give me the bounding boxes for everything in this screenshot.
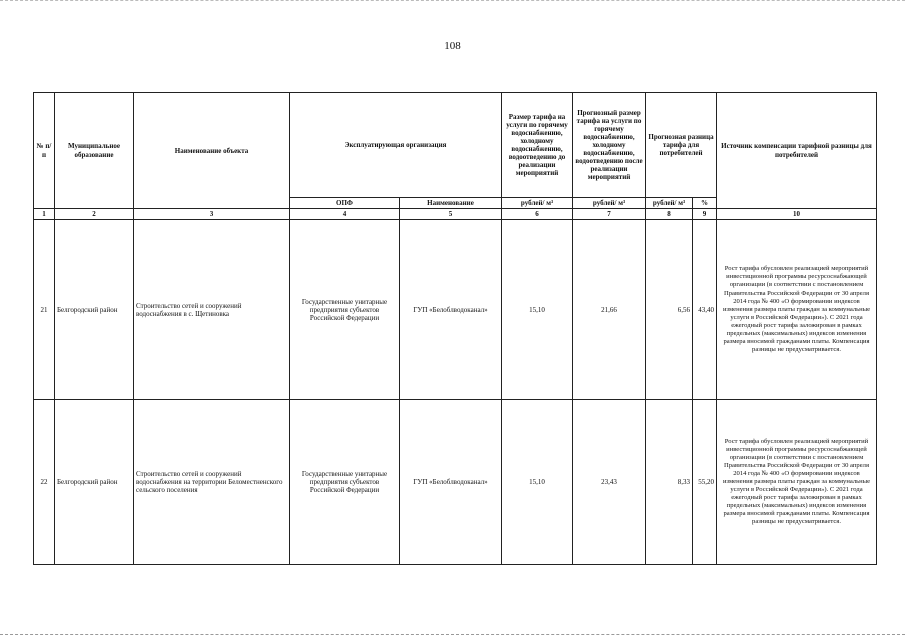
tariff-table — [33, 92, 877, 565]
row-tariff-before: 15,10 — [502, 220, 573, 400]
header-opf: ОПФ — [290, 198, 400, 209]
table-row — [34, 400, 877, 565]
column-number: 9 — [693, 209, 717, 220]
row-tariff-before: 15,10 — [502, 400, 573, 565]
row-diff-rub: 6,56 — [646, 220, 693, 400]
column-number: 1 — [34, 209, 55, 220]
row-compensation-source: Рост тарифа обусловлен реализацией мероприятий инвестиционной программы ресурсоснабжающей организации (в соответствии с постановлением Правительства Российской Федерации от 30 апреля 2014 года № 400 «О формировании индексов изменения размера платы граждан за коммунальные услуги в Российской Федерации»). С 2021 года ежегодный рост тарифа заложирован в рамках предельных (максимальных) индексов изменения размера вносимой гражданами платы. Компенсация разницы не предусматривается. — [717, 400, 877, 565]
scan-edge-top — [0, 0, 905, 3]
header-unit-after: рублей/ м³ — [573, 198, 646, 209]
header-unit-before: рублей/ м³ — [502, 198, 573, 209]
column-number: 8 — [646, 209, 693, 220]
header-operator: Эксплуатирующая организация — [290, 93, 502, 198]
column-number: 7 — [573, 209, 646, 220]
row-tariff-after: 21,66 — [573, 220, 646, 400]
row-num: 21 — [34, 220, 55, 400]
header-compensation-source: Источник компенсации тарифной разницы для потребителей — [717, 93, 877, 209]
header-unit-diff: рублей/ м³ — [646, 198, 693, 209]
row-municipality: Белгородский район — [55, 400, 134, 565]
row-num: 22 — [34, 400, 55, 565]
header-percent: % — [693, 198, 717, 209]
header-name: Наименование — [400, 198, 502, 209]
header-forecast-tariff: Прогнозный размер тарифа на услуги по горячему водоснабжению, холодному водоснабжению, водоотведению после реализации мероприятий — [573, 93, 646, 198]
row-tariff-after: 23,43 — [573, 400, 646, 565]
row-diff-pct: 55,20 — [693, 400, 717, 565]
page-number: 108 — [444, 40, 461, 52]
row-opf: Государственные унитарные предприятия субъектов Российской Федерации — [290, 220, 400, 400]
header-forecast-diff: Прогнозная разница тарифа для потребителей — [646, 93, 717, 198]
scan-edge-bottom — [0, 634, 905, 637]
header-object-name: Наименование объекта — [134, 93, 290, 209]
column-number: 5 — [400, 209, 502, 220]
table-row — [34, 220, 877, 400]
column-number: 10 — [717, 209, 877, 220]
row-object-name: Строительство сетей и сооружений водоснабжения на территории Беломестненского сельского поселения — [134, 400, 290, 565]
row-municipality: Белгородский район — [55, 220, 134, 400]
header-tariff-size: Размер тарифа на услуги по горячему водоснабжению, холодному водоснабжению, водоотведению до реализации мероприятий — [502, 93, 573, 198]
row-org-name: ГУП «Белоблводоканал» — [400, 400, 502, 565]
header-num: № п/п — [34, 93, 55, 209]
row-object-name: Строительство сетей и сооружений водоснабжения в с. Щетиновка — [134, 220, 290, 400]
header-municipality: Муниципальное образование — [55, 93, 134, 209]
row-org-name: ГУП «Белоблводоканал» — [400, 220, 502, 400]
row-compensation-source: Рост тарифа обусловлен реализацией мероприятий инвестиционной программы ресурсоснабжающей организации (в соответствии с постановлением Правительства Российской Федерации от 30 апреля 2014 года № 400 «О формировании индексов изменения размера платы граждан за коммунальные услуги в Российской Федерации»). С 2021 года ежегодный рост тарифа заложирован в рамках предельных (максимальных) индексов изменения размера вносимой гражданами платы. Компенсация разницы не предусматривается. — [717, 220, 877, 400]
column-number: 4 — [290, 209, 400, 220]
row-diff-rub: 8,33 — [646, 400, 693, 565]
column-number: 3 — [134, 209, 290, 220]
column-number: 6 — [502, 209, 573, 220]
row-opf: Государственные унитарные предприятия субъектов Российской Федерации — [290, 400, 400, 565]
row-diff-pct: 43,40 — [693, 220, 717, 400]
column-number: 2 — [55, 209, 134, 220]
